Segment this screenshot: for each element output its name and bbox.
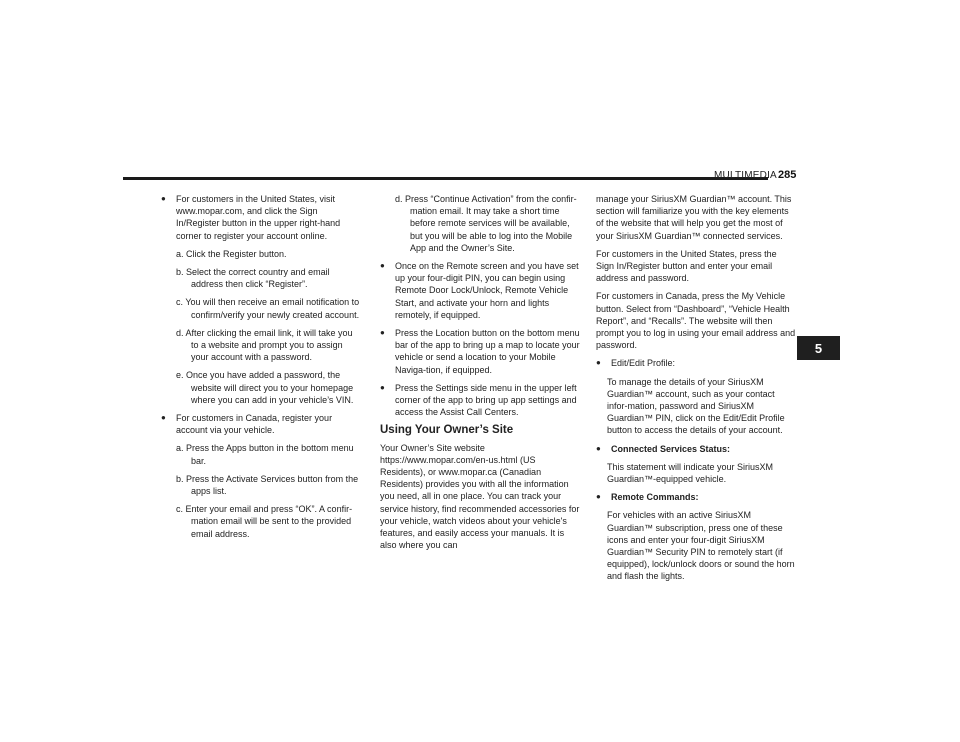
step-a: a. Press the Apps button in the bottom menu bar. [176,443,354,466]
item-description: To manage the details of your SiriusXM Guardian™ account, such as your contact infor-mation, password and SiriusXM Guardian™ PIN, click on the Edit/Edit Profile button to access the details of your account. [607,376,785,436]
paragraph: For customers in the United States, press the Sign In/Register button and enter your email address and password. [596,248,777,284]
chapter-tab: 5 [797,336,840,360]
item-description: For vehicles with an active SiriusXM Guardian™ subscription, press one of these icons and enter your four-digit SiriusXM Guardian™ Security PIN to remotely start (if equipped), lock/unlock doors or sound the horn and flash the lights. [607,510,795,582]
paragraph: For customers in Canada, press the My Vehicle button. Select from “Dashboard”, “Vehicle Health Report”, and “Recalls”. The website will then prompt you to log in using your email address and password. [596,291,796,351]
column-2 [380,193,580,557]
bullet-settings: ● Press the Settings side menu in the upper left corner of the app to bring up app settings and access the Assist Call Centers. [380,382,580,419]
step-d: d. Press “Continue Activation” from the confir-mation email. It may take a short time before remote services will be available, but you will be able to log into the Mobile App and the Owner’s Site. [395,194,577,253]
item-label: ● Edit/Edit Profile: [596,357,796,369]
bullet-location: ● Press the Location button on the bottom menu bar of the app to bring up a map to locate your vehicle or send a location to your Mobile Naviga-tion, if equipped. [380,327,580,376]
column-3 [596,193,796,589]
bullet-canada-register: ● For customers in Canada, register your account via your vehicle. [161,412,361,436]
bullet-remote-screen: ● Once on the Remote screen and you have set up your four-digit PIN, you can begin using Remote Door Lock/Unlock, Remote Vehicle Start, and activate your horn and lights remotely, if equipped. [380,260,580,321]
step-b: b. Select the correct country and email address then click “Register”. [176,267,330,290]
section-heading: Using Your Owner’s Site [380,424,514,437]
step-b: b. Press the Activate Services button from the apps list. [176,473,359,497]
owners-site-paragraph: Your Owner’s Site website https://www.mopar.com/en-us.html (US Residents), or www.mopar.ca (Canadian Residents) provides you with all the information you need, all in one place. You can track your service history, find recommended accessories for your vehicle, watch videos about your vehicle's features, and easily access your manuals. It is also where you can [380,442,580,551]
paragraph: manage your SiriusXM Guardian™ account. This section will familiarize you with the key elements of the website that will help you get the most of your SiriusXM Guardian™ connected services. [596,194,792,241]
section-title: MULTIMEDIA [714,170,777,181]
step-c: c. Enter your email and press “OK”. A confir-mation email will be sent to the provided email address. [176,504,353,539]
item-label: ● Connected Services Status: [596,443,796,455]
item-description: This statement will indicate your SiriusXM Guardian™-equipped vehicle. [607,461,774,485]
bullet-us-register: ● For customers in the United States, visit www.mopar.com, and click the Sign In/Register button in the upper right-hand corner to register your account online. [161,193,361,242]
header-rule [123,177,768,180]
column-1 [161,193,361,546]
step-a: a. Click the Register button. [176,248,287,259]
step-c: c. You will then receive an email notification to confirm/verify your newly created account. [176,297,360,320]
step-e: e. Once you have added a password, the website will direct you to your homepage where you can add in your vehicle’s VIN. [176,370,354,405]
item-label: ● Remote Commands: [596,491,796,503]
page-number: 285 [778,169,797,181]
step-d: d. After clicking the email link, it will take you to a website and prompt you to assign your account with a password. [176,327,353,363]
